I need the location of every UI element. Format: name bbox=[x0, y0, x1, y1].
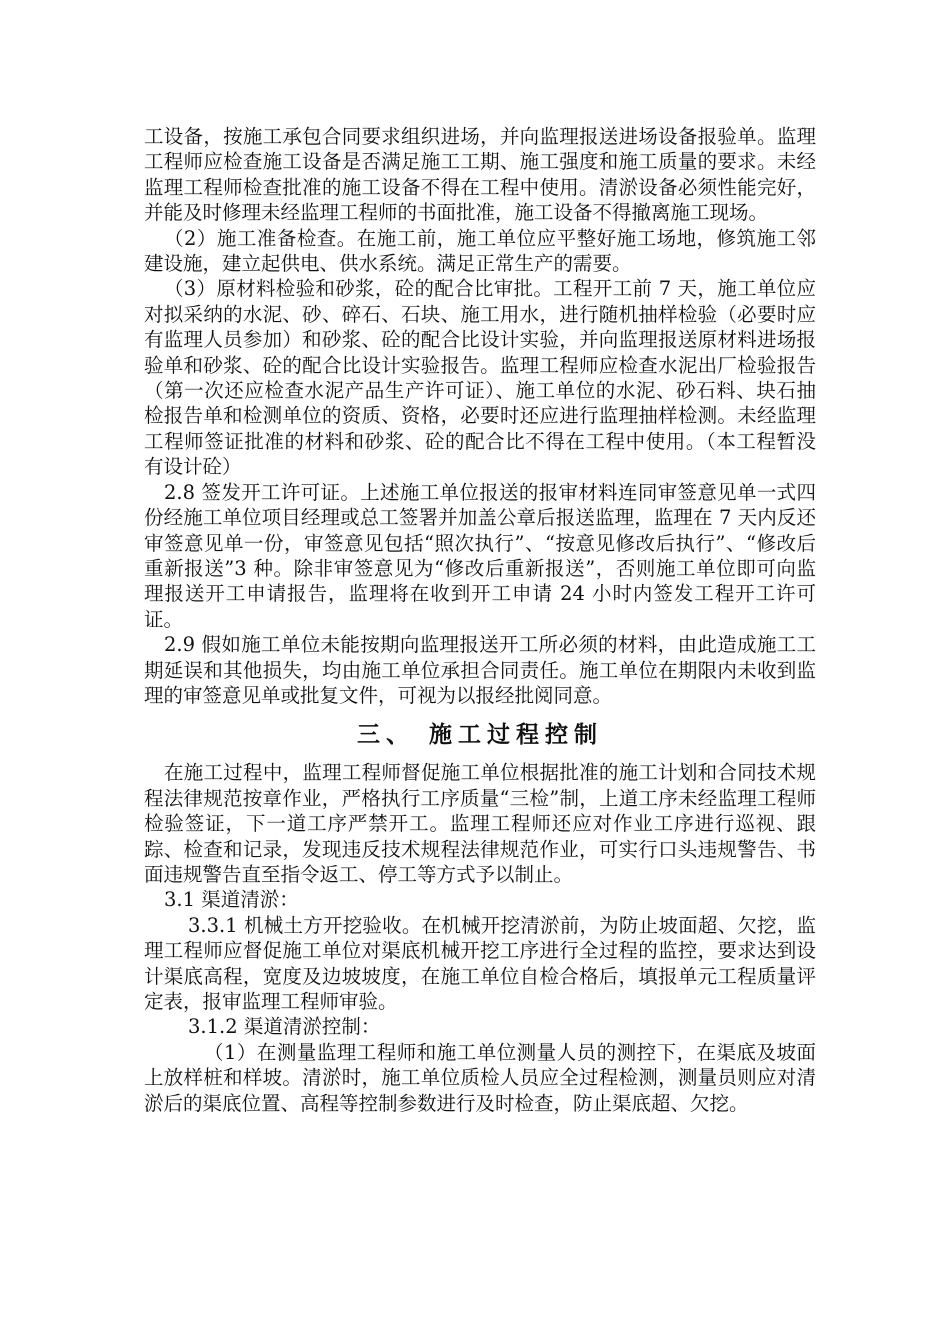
paragraph-material-inspection: （3）原材料检验和砂浆，砼的配合比审批。工程开工前 7 天，施工单位应对拟采纳的水泥、砂、碎石、石块、施工用水，进行随机抽样检验（必要时应有监理人员参加）和砂浆、砼的配合比设计实验，并向监理报送原材料进场报验单和砂浆、砼的配合比设计实验报告。监理工程师应检查水泥出厂检验报告（第一次还应检查水泥产品生产许可证）、施工单位的水泥、砂石料、块石抽检报告单和检测单位的资质、资格，必要时还应进行监理抽样检测。未经监理工程师签证批准的材料和砂浆、砼的配合比不得在工程中使用。（本工程暂没有设计砼） bbox=[144, 277, 816, 479]
paragraph-process-control: 在施工过程中，监理工程师督促施工单位根据批准的施工计划和合同技术规程法律规范按章作业，严格执行工序质量“三检”制，上道工序未经监理工程师检验签证，下一道工序严禁开工。监理工程师还应对作业工序进行巡视、跟踪、检查和记录，发现违反技术规程法律规范作业，可实行口头违规警告、书面违规警告直至指令返工、停工等方式予以制止。 bbox=[144, 761, 816, 886]
subheading-3-1: 3.1 渠道清淤： bbox=[164, 888, 299, 912]
document-page bbox=[144, 124, 816, 1116]
paragraph-equipment-inspection: 工设备，按施工承包合同要求组织进场，并向监理报送进场设备报验单。监理工程师应检查施工设备是否满足施工工期、施工强度和施工质量的要求。未经监理工程师检查批准的施工设备不得在工程中使用。清淤设备必须性能完好，并能及时修理未经监理工程师的书面批准，施工设备不得撤离施工现场。 bbox=[144, 125, 816, 225]
paragraph-2-9-delay: 2.9 假如施工单位未能按期向监理报送开工所必须的材料，由此造成施工工期延误和其他损失，均由施工单位承担合同责任。施工单位在期限内未收到监理的审签意见单或批复文件，可视为以报经批阅同意。 bbox=[144, 633, 816, 707]
paragraph-construction-preparation: （2）施工准备检查。在施工前，施工单位应平整好施工场地，修筑施工邻建设施，建立起供电、供水系统。满足正常生产的需要。 bbox=[144, 226, 816, 276]
paragraph-3-3-1: 3.3.1 机械土方开挖验收。在机械开挖清淤前，为防止坡面超、欠挖，监理工程师应督促施工单位对渠底机械开挖工序进行全过程的监控，要求达到设计渠底高程，宽度及边坡坡度，在施工单位自检合格后，填报单元工程质量评定表，报审监理工程师审验。 bbox=[144, 913, 816, 1013]
subheading-3-1-2: 3.1.2 渠道清淤控制： bbox=[188, 1015, 381, 1039]
paragraph-2-8-permit: 2.8 签发开工许可证。上述施工单位报送的报审材料连同审签意见单一式四份经施工单位项目经理或总工签署并加盖公章后报送监理，监理在 7 天内反还审签意见单一份，审签意见包括“照次执行”、“按意见修改后执行”、“修改后重新报送”3 种。除非审签意见为“修改后重新报送”，否则施工单位即可向监理报送开工申请报告，监理将在收到开工申请 24 小时内签发工程开工许可证。 bbox=[144, 480, 816, 631]
paragraph-dredging-item-1: （1）在测量监理工程师和施工单位测量人员的测控下，在渠底及坡面上放样桩和样坡。清淤时，施工单位质检人员应全过程检测，测量员则应对清淤后的渠底位置、高程等控制参数进行及时检查，防止渠底超、欠挖。 bbox=[144, 1040, 816, 1115]
section-heading: 三、 施工过程控制 bbox=[356, 722, 603, 749]
